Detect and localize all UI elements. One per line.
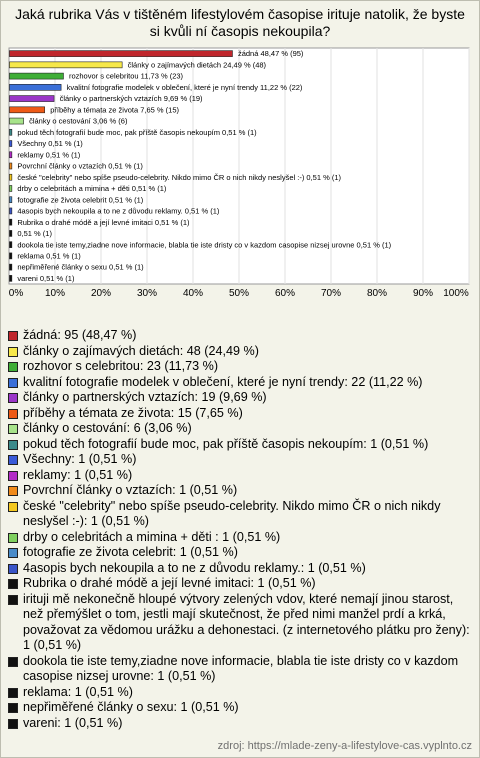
bar-label: dookola tie iste temy,ziadne nove informacie, blabla tie iste dristy co v kazdom casopise nizsej urovne 0,51 % (1) [17,240,392,250]
legend-item [6,530,474,546]
bar-label: kvalitní fotografie modelek v oblečení, které je nyní trendy 11,22 % (22) [66,82,303,92]
legend-item [6,483,474,499]
legend-swatch [8,579,18,589]
bar [10,62,123,68]
legend-item [6,437,474,453]
legend-item [6,468,474,484]
bar-label: drby o celebritách a mimina + děti 0,51 % (1) [17,184,167,194]
legend-swatch [8,347,18,357]
bar [10,253,12,259]
bar [10,51,233,57]
bar-label: Všechny 0,51 % (1) [17,139,83,149]
bar [10,152,12,158]
x-tick-label: 30% [136,288,158,299]
bar-label: rozhovor s celebritou 11,73 % (23) [68,71,184,81]
x-tick-label: 0% [8,288,24,299]
bar-label: Povrchní články o vztazích 0,51 % (1) [17,161,143,171]
bar [10,118,24,124]
bar [10,197,12,203]
legend-label: rozhovor s celebritou: 23 (11,73 %) [23,359,219,373]
x-tick-label: 20% [90,288,112,299]
legend-label: žádná: 95 (48,47 %) [23,328,137,342]
bar [10,174,12,180]
legend-item [6,576,474,592]
legend-swatch [8,657,18,667]
bar [10,275,12,281]
bar [10,242,12,248]
legend-swatch [8,440,18,450]
x-tick-label: 80% [366,288,388,299]
bar [10,264,12,270]
legend-swatch [8,595,18,605]
source-credit: zdroj: https://mlade-zeny-a-lifestylove-cas.vyplnto.cz [217,740,472,752]
legend-label: dookola tie iste temy,ziadne nove informacie, blabla tie iste dristy co v kazdom casopise nizsej urovne: 1 (0,51 %) [23,653,459,683]
legend-swatch [8,548,18,558]
bar [10,107,45,113]
legend-item [6,685,474,701]
bar-label: příběhy a témata ze života 7,65 % (15) [50,105,180,115]
legend-swatch [8,719,18,729]
legend-label: články o zajímavých dietách: 48 (24,49 %) [23,343,259,358]
legend-swatch [8,424,18,434]
bar [10,208,12,214]
legend-item [6,359,474,375]
bar-label: žádná 48,47 % (95) [237,49,304,59]
legend-swatch [8,486,18,496]
legend-item [6,592,474,654]
legend-item [6,499,474,530]
legend-item [6,700,474,716]
legend-label: články o cestování: 6 (3,06 %) [23,421,192,435]
bar [10,163,12,169]
legend-label: články o partnerských vztazích: 19 (9,69 %) [23,390,267,404]
bar-label: Rubrika o drahé módě a její levné imitaci 0,51 % (1) [17,217,190,227]
legend-swatch [8,362,18,372]
legend-label: nepřiměřené články o sexu: 1 (0,51 %) [23,700,239,714]
bar-label: nepřiměřené články o sexu 0,51 % (1) [17,262,144,272]
legend-swatch [8,688,18,698]
legend-item [6,406,474,422]
legend-label: reklama: 1 (0,51 %) [23,684,133,699]
bar-label: články o cestování 3,06 % (6) [29,116,128,126]
bar-label: reklamy 0,51 % (1) [17,150,81,160]
chart-title: Jaká rubrika Vás v tištěném lifestylovém časopise irituje natolik, že byste si kvůli ní časopis nekoupila? [15,6,465,39]
legend-swatch [8,471,18,481]
legend-label: reklamy: 1 (0,51 %) [23,467,133,482]
bar [10,141,12,147]
x-tick-label: 10% [44,288,66,299]
legend-label: vareni: 1 (0,51 %) [23,715,123,730]
legend-label: 4asopis bych nekoupila a to ne z důvodu reklamy.: 1 (0,51 %) [23,560,366,575]
bar [10,73,64,79]
legend-label: české "celebrity" nebo spíše pseudo-celebrity. Nikdo mimo ČR o nich nikdy neslyšel :-): 1 (0,51 %) [23,498,441,528]
legend-item [6,344,474,360]
legend-item [6,654,474,685]
bar [10,96,55,102]
bar-label: fotografie ze života celebrit 0,51 % (1) [17,195,144,205]
bar-label: 4asopis bych nekoupila a to ne z důvodu reklamy. 0,51 % (1) [17,206,220,216]
legend-label: Povrchní články o vztazích: 1 (0,51 %) [23,483,238,497]
legend-item [6,421,474,437]
legend-label: pokud těch fotografií bude moc, pak příště časopis nekoupím: 1 (0,51 %) [23,436,429,451]
legend-item [6,716,474,732]
bar [10,185,12,191]
bar-chart [6,47,472,302]
bar [10,129,12,135]
bar-label: reklama 0,51 % (1) [17,251,81,261]
legend-swatch [8,331,18,341]
bar-label: 0,51 % (1) [17,229,52,239]
legend-item [6,561,474,577]
legend-item [6,375,474,391]
legend-item [6,390,474,406]
legend-label: irituji mě nekonečně hloupé výtvory zelených vdov, které nemají jinou starost, než přemýšlet o tom, jestli mají skutečnost, že před nimi manžel prdí a krká, považovat za vědomou urážku a dehonestaci. (z internetového plátku pro ženy): 1 (0,51 %) [23,591,470,652]
legend-swatch [8,502,18,512]
x-tick-label: 90% [412,288,434,299]
legend-swatch [8,564,18,574]
legend-swatch [8,533,18,543]
chart-plot-area [6,47,472,302]
legend-swatch [8,393,18,403]
legend-swatch [8,409,18,419]
bar [10,84,62,90]
legend-label: kvalitní fotografie modelek v oblečení, které je nyní trendy: 22 (11,22 %) [23,374,423,389]
legend-label: fotografie ze života celebrit: 1 (0,51 %) [23,545,238,559]
bar [10,219,12,225]
legend-swatch [8,378,18,388]
x-tick-label: 40% [182,288,204,299]
bar-label: české "celebrity" nebo spíše pseudo-celebrity. Nikdo mimo ČR o nich nikdy neslyšel :-) 0,51 % (1) [17,172,342,182]
legend-item [6,545,474,561]
x-tick-label: 70% [320,288,342,299]
legend-item [6,328,474,344]
legend-item [6,452,474,468]
legend-swatch [8,455,18,465]
chart-legend [6,328,474,731]
legend-label: drby o celebritách a mimina + děti : 1 (0,51 %) [23,529,281,544]
legend-label: Všechny: 1 (0,51 %) [23,452,137,466]
bar-label: pokud těch fotografií bude moc, pak příště časopis nekoupím 0,51 % (1) [17,127,257,137]
x-tick-label: 50% [228,288,250,299]
bar-label: články o partnerských vztazích 9,69 % (19) [59,94,203,104]
legend-swatch [8,703,18,713]
legend-label: příběhy a témata ze života: 15 (7,65 %) [23,405,243,420]
bar-label: články o zajímavých dietách 24,49 % (48) [127,60,267,70]
x-tick-label: 60% [274,288,296,299]
bar [10,230,12,236]
x-tick-label: 100% [443,288,469,299]
legend-label: Rubrika o drahé módě a její levné imitaci: 1 (0,51 %) [23,576,316,590]
bar-label: vareni 0,51 % (1) [17,273,75,283]
